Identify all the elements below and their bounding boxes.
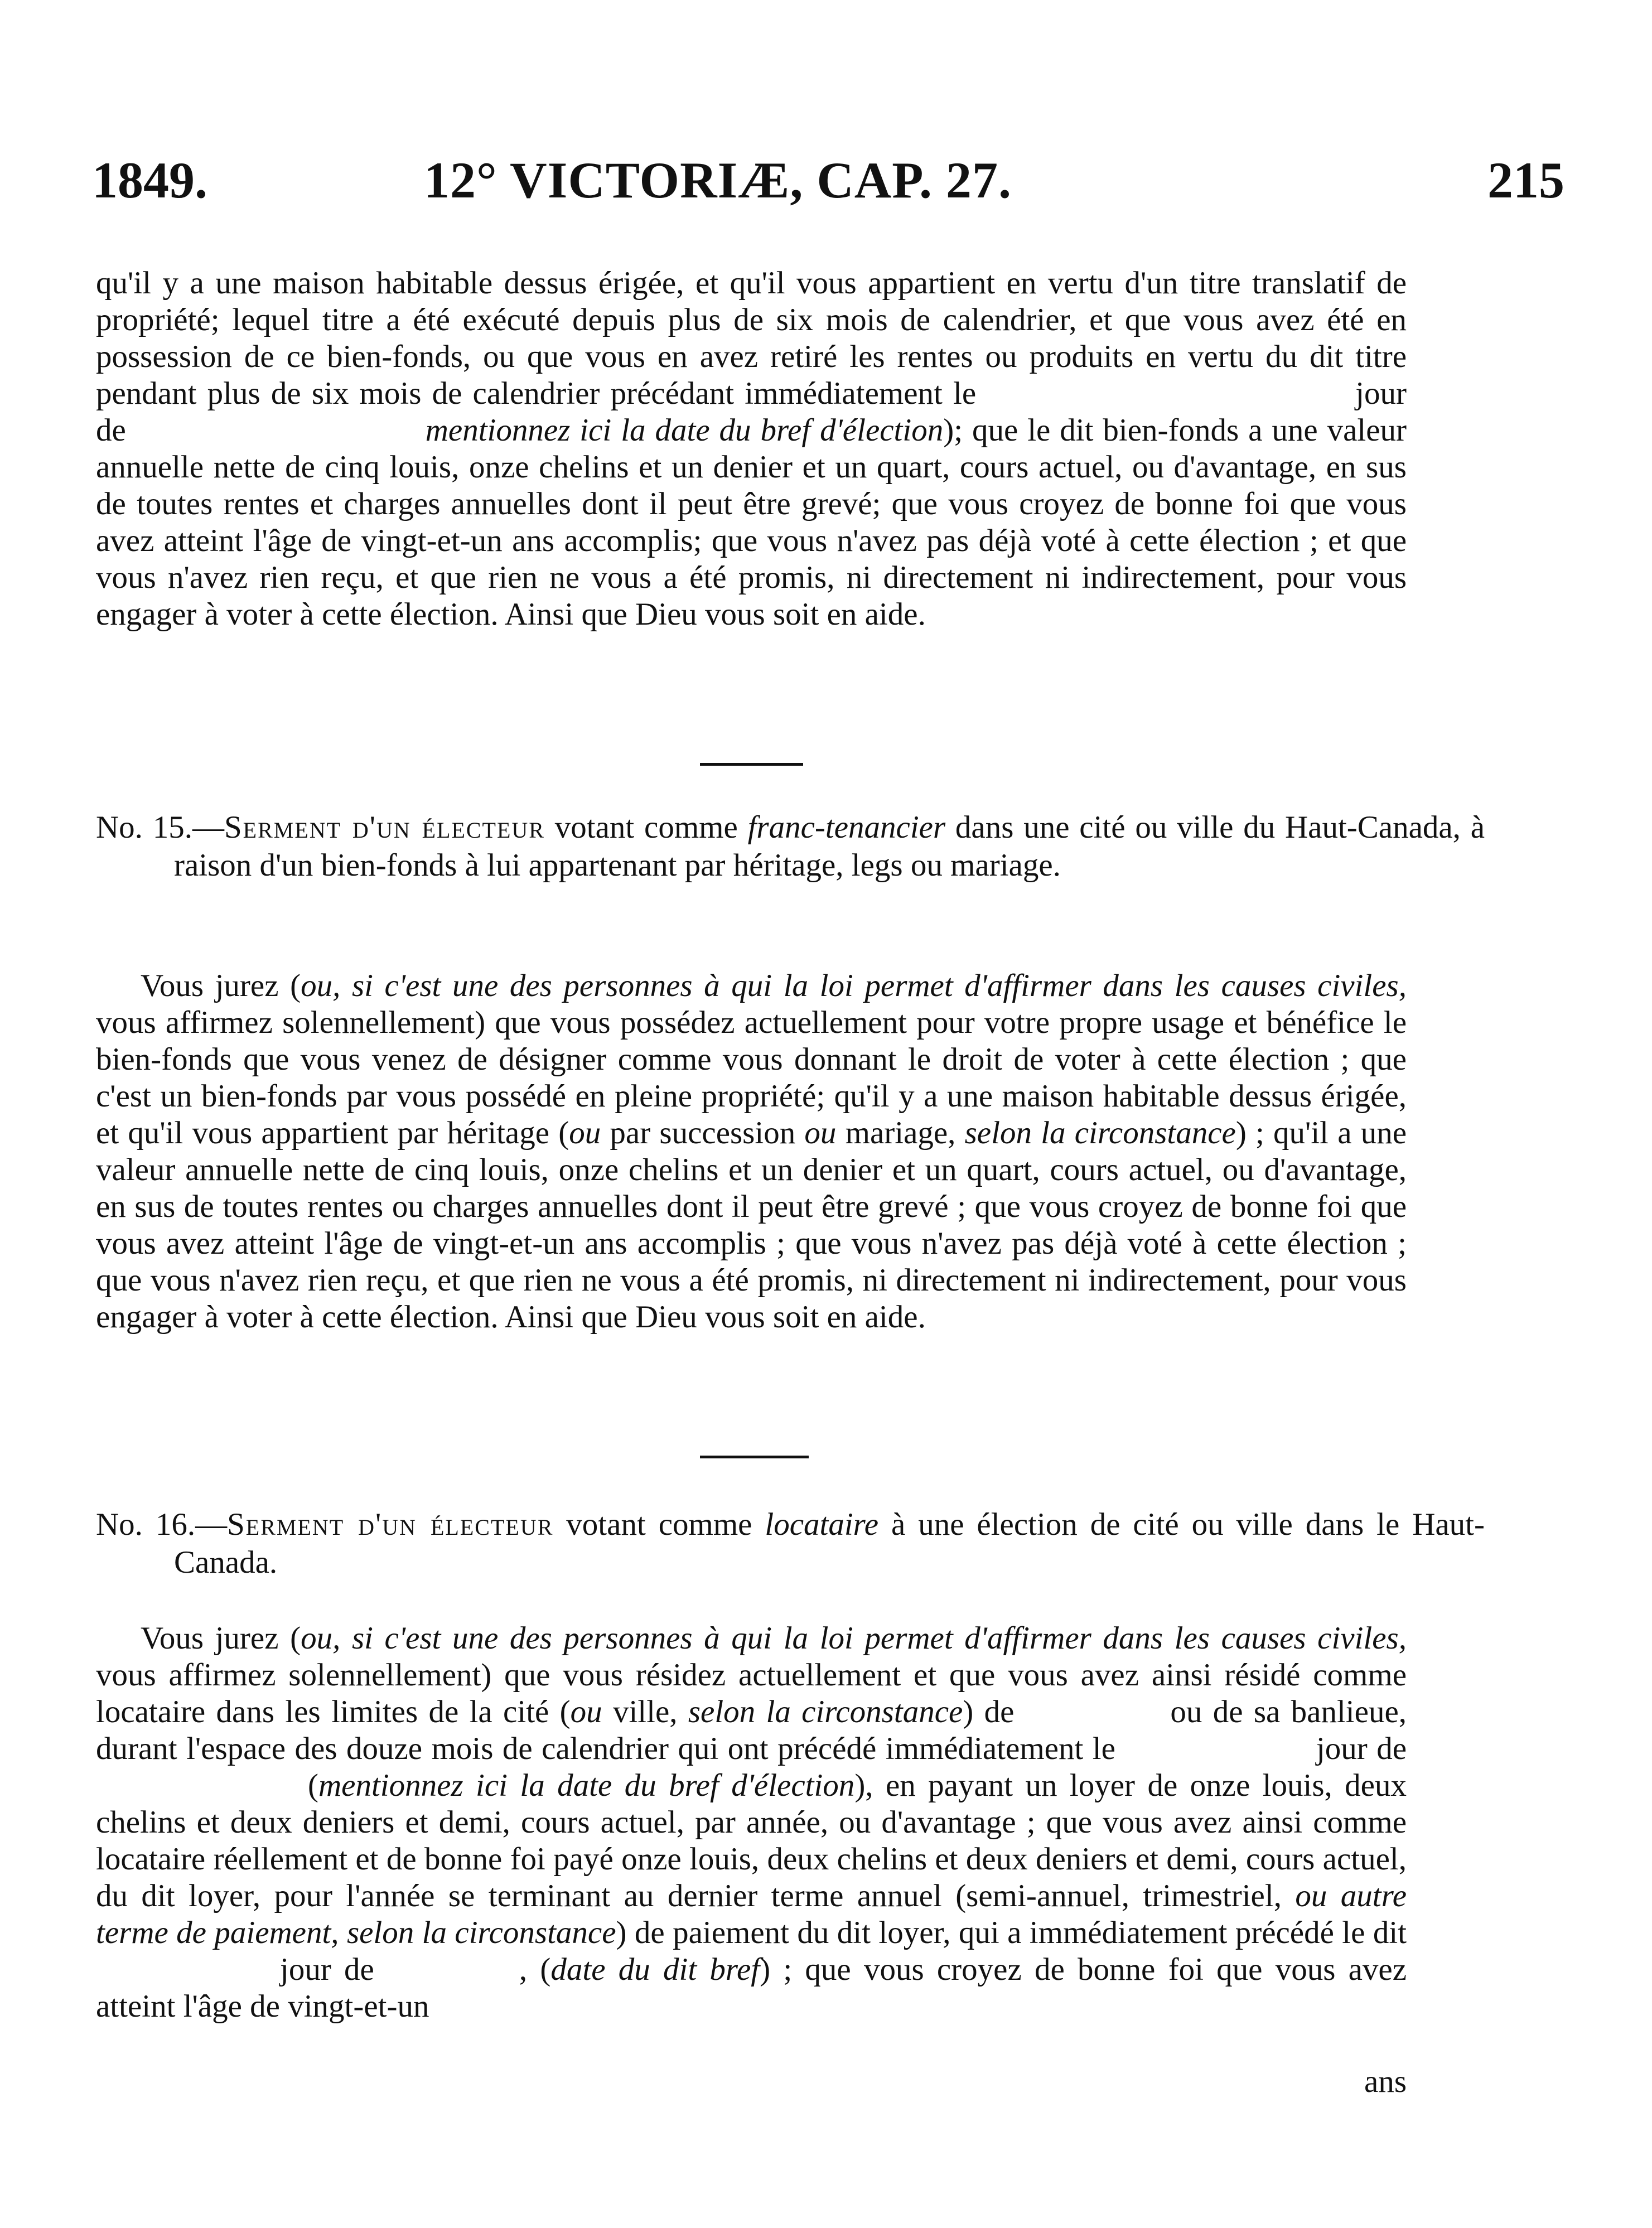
italic-run: ou <box>570 1694 602 1729</box>
section-heading-no16 <box>96 1506 1485 1582</box>
italic-run: ou, si c'est une des personnes à qui la loi permet d'affirmer dans les causes civiles, <box>301 968 1407 1003</box>
italic-run: selon la circonstance <box>964 1115 1236 1151</box>
italic-run: ou <box>569 1115 601 1151</box>
oath-continuation-paragraph <box>96 265 1407 633</box>
section-heading-no15 <box>96 809 1485 885</box>
italic-run: ou <box>804 1115 837 1151</box>
text-run: vous affirmez solennellement) que vous résidez actuellement et que vous avez ainsi résidé comme locataire dans les limites de la cité ( <box>96 1657 1407 1729</box>
small-caps-run: Serment d'un électeur <box>227 1507 554 1542</box>
text-run: par succession <box>601 1115 805 1151</box>
italic-run: mentionnez ici la date du bref d'élection <box>318 1768 855 1803</box>
catchword: ans <box>1364 2064 1407 2099</box>
text-run: Vous jurez ( <box>141 968 301 1003</box>
text-run: vous affirmez solennellement) que vous possédez actuellement pour votre propre usage et bénéfice le bien-fonds que vous venez de désigner comme vous donnant le droit de voter à cette élection ; que c'est un bien-fonds par vous possédé en pleine propriété; qu'il y a une maison habitable dessus érigée, et qu'il vous appartient par héritage ( <box>96 1005 1407 1151</box>
text-run: Vous jurez ( <box>141 1621 301 1656</box>
header-title: 12° VICTORIÆ, CAP. 27. <box>424 152 1012 209</box>
text-run: à une élection de cité ou ville dans le Haut-Canada. <box>174 1507 1485 1580</box>
text-run: jour de <box>96 376 1407 448</box>
italic-run: ou autre terme de paiement, selon la circonstance <box>96 1878 1407 1950</box>
text-run: jour de <box>1316 1731 1407 1766</box>
section-divider <box>700 1456 809 1458</box>
text-run: ( <box>308 1768 318 1803</box>
text-run: mariage, <box>836 1115 965 1151</box>
text-run: qu'il y a une maison habitable dessus érigée, et qu'il vous appartient en vertu d'un titre translatif de propriété; lequel titre a été exécuté depuis plus de six mois de calendrier, et que vous avez été en possession de ce bien-fonds, ou que vous en avez retiré les rentes ou produits en vertu du dit titre pendant plus de six mois de calendrier précédant immédiatement le <box>96 265 1407 411</box>
text-run: ) de <box>963 1694 1015 1729</box>
text-run: ) ; qu'il a une valeur annuelle nette de cinq louis, onze chelins et un denier et un quart, cours actuel, ou d'avantage, en sus de toutes rentes ou charges annuelles dont il peut être grevé ; que vous croyez de bonne foi que vous avez atteint l'âge de vingt-et-un ans accomplis ; que vous n'avez pas déjà voté à cette élection ; que vous n'avez rien reçu, et que rien ne vous a été promis, ni directement ni indirectement, pour vous engager à voter à cette élection. Ainsi que Dieu vous soit en aide. <box>96 1115 1407 1335</box>
italic-run: ou, si c'est une des personnes à qui la loi permet d'affirmer dans les causes civiles, <box>301 1621 1407 1656</box>
text-run: jour de <box>280 1952 374 1987</box>
italic-run: selon la circonstance <box>688 1694 963 1729</box>
header-year: 1849. <box>92 152 207 209</box>
section-number: No. 16.— <box>96 1507 228 1542</box>
italic-run: franc-tenancier <box>747 810 946 845</box>
oath-paragraph-no15 <box>96 968 1407 1336</box>
small-caps-run: Serment d'un électeur <box>224 810 545 845</box>
text-run: ville, <box>602 1694 688 1729</box>
text-run: ) de paiement du dit loyer, qui a immédiatement précédé le dit <box>616 1915 1407 1950</box>
section-number: No. 15.— <box>96 810 224 845</box>
text-run: ), en payant un loyer de onze louis, deux chelins et deux deniers et demi, cours actuel, par année, ou d'avantage ; que vous avez ainsi comme locataire réellement et de bonne foi payé onze louis, deux chelins et deux deniers et demi, cours actuel, du dit loyer, pour l'année se terminant au dernier terme annuel (semi-annuel, trimestriel, <box>96 1768 1407 1913</box>
text-run: votant comme <box>545 810 748 845</box>
section-divider <box>700 763 803 766</box>
text-run: , ( <box>519 1952 551 1987</box>
running-header <box>92 151 1564 218</box>
oath-paragraph-no16 <box>96 1620 1407 2025</box>
text-run: votant comme <box>553 1507 765 1542</box>
italic-run: mentionnez ici la date du bref d'élection <box>425 413 944 448</box>
text-run: ); que le dit bien-fonds a une valeur annuelle nette de cinq louis, onze chelins et un denier et un quart, cours actuel, ou d'avantage, en sus de toutes rentes et charges annuelles dont il peut être grevé; que vous croyez de bonne foi que vous avez atteint l'âge de vingt-et-un ans accomplis; que vous n'avez pas déjà voté à cette élection ; et que vous n'avez rien reçu, et que rien ne vous a été promis, ni directement ni indirectement, pour vous engager à voter à cette élection. Ainsi que Dieu vous soit en aide. <box>96 413 1407 632</box>
text-run: ) ; que vous croyez de bonne foi que vous avez atteint l'âge de vingt-et-un <box>96 1952 1407 2024</box>
italic-run: date du dit bref <box>550 1952 760 1987</box>
page-number: 215 <box>1487 152 1564 209</box>
text-run: ou de sa banlieue, durant l'espace des douze mois de calendrier qui ont précédé immédiatement le <box>96 1694 1407 1766</box>
text-run: dans une cité ou ville du Haut-Canada, à raison d'un bien-fonds à lui appartenant par héritage, legs ou mariage. <box>174 810 1485 883</box>
italic-run: locataire <box>765 1507 879 1542</box>
